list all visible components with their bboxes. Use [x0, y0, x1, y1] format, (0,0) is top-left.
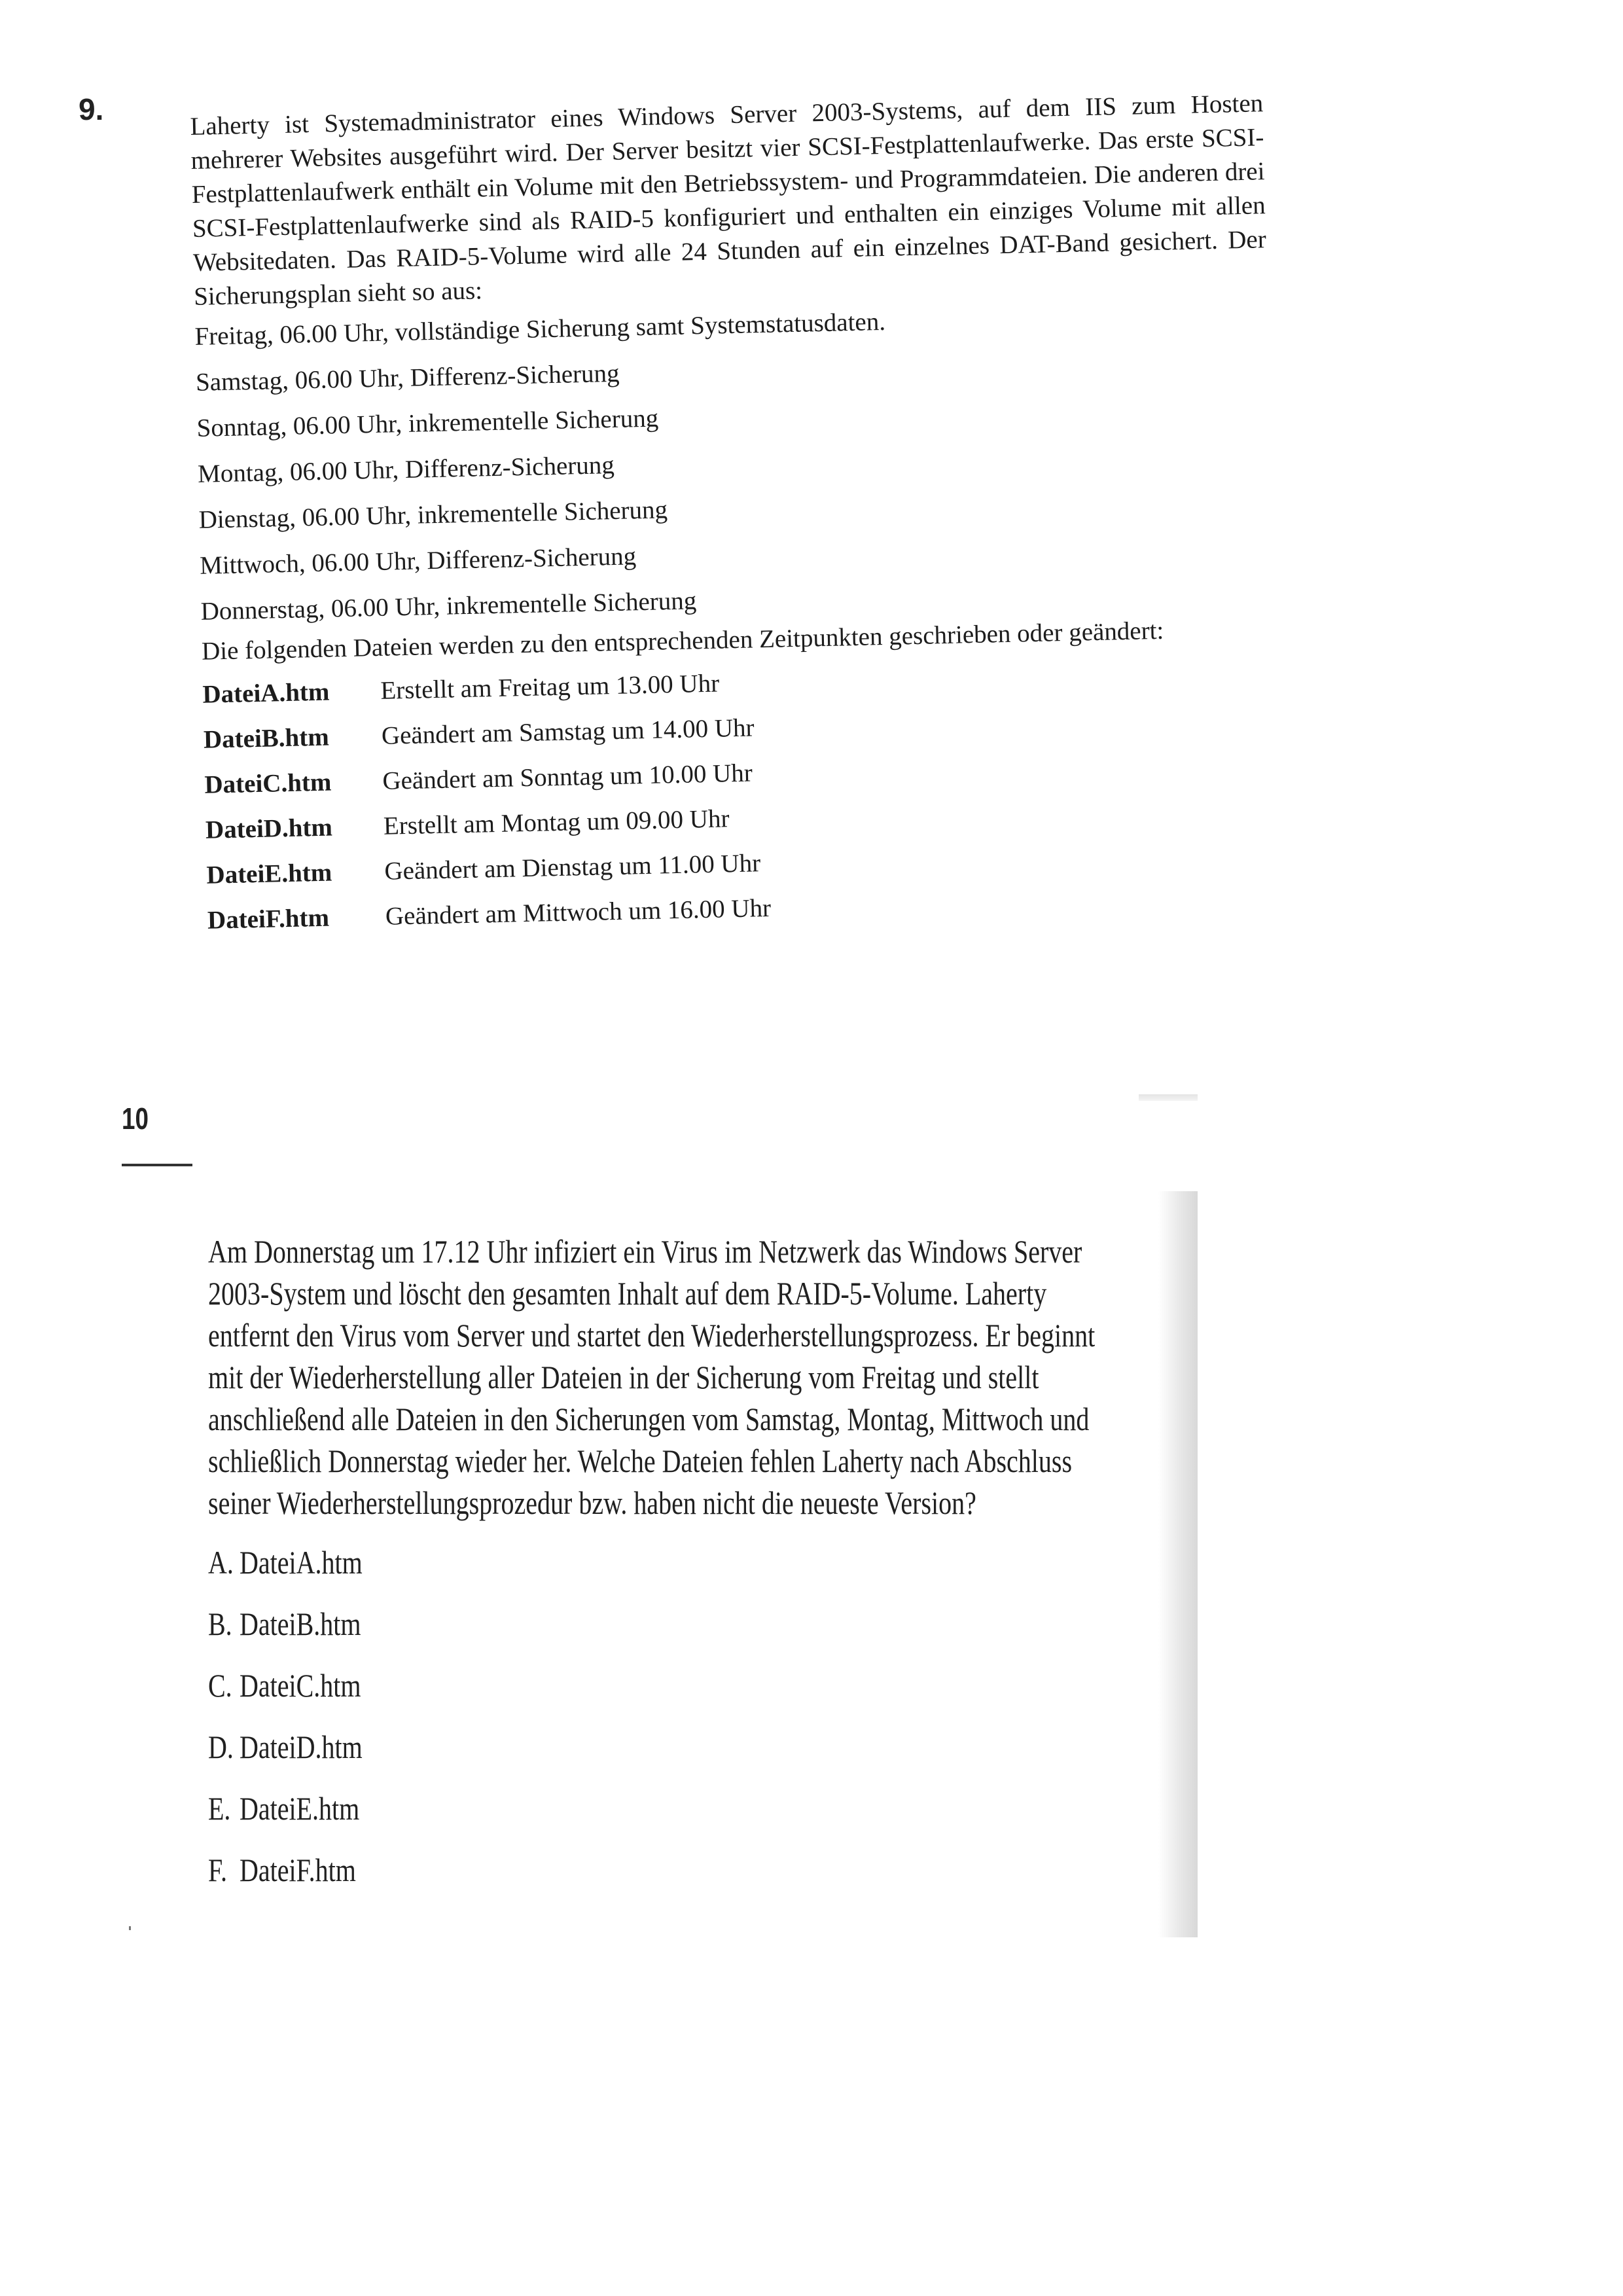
question-10-number: 10	[122, 1102, 149, 1136]
schedule-item: Donnerstag, 06.00 Uhr, inkrementelle Sicherung	[200, 586, 697, 626]
answer-letter: B.	[208, 1605, 232, 1642]
question-10-block	[208, 1230, 1098, 1901]
answer-text: DateiB.htm	[240, 1605, 361, 1642]
file-description: Erstellt am Freitag um 13.00 Uhr	[380, 669, 720, 705]
answer-letter: E.	[208, 1790, 231, 1827]
answer-option-e	[208, 1778, 1098, 1839]
scan-edge-artifact	[1139, 1094, 1198, 1101]
answer-letter: A.	[208, 1544, 234, 1581]
answer-text: DateiA.htm	[240, 1544, 363, 1581]
file-description: Geändert am Mittwoch um 16.00 Uhr	[385, 893, 772, 931]
answer-letter: F.	[208, 1852, 228, 1888]
file-name: DateiC.htm	[204, 768, 332, 799]
answer-letter: D.	[208, 1729, 234, 1765]
file-name: DateiA.htm	[202, 677, 330, 709]
schedule-item: Dienstag, 06.00 Uhr, inkrementelle Sicherung	[198, 495, 668, 534]
scan-shadow-artifact	[1158, 1191, 1198, 1937]
file-description: Geändert am Samstag um 14.00 Uhr	[381, 713, 755, 750]
file-list	[202, 655, 1294, 949]
question-9-block	[190, 86, 1294, 949]
answer-option-b	[208, 1593, 1098, 1655]
file-description: Geändert am Dienstag um 11.00 Uhr	[383, 849, 761, 886]
question-10-underline	[122, 1164, 192, 1166]
answer-text: DateiD.htm	[240, 1729, 363, 1765]
file-name: DateiF.htm	[207, 903, 330, 935]
schedule-item: Montag, 06.00 Uhr, Differenz-Sicherung	[197, 450, 615, 488]
file-description: Erstellt am Montag um 09.00 Uhr	[383, 804, 730, 840]
answer-option-f	[208, 1839, 1098, 1901]
schedule-item: Freitag, 06.00 Uhr, vollständige Sicherung samt Systemstatusdaten.	[194, 307, 886, 351]
answer-letter: C.	[208, 1667, 232, 1704]
answer-option-a	[208, 1532, 1098, 1593]
file-name: DateiE.htm	[206, 858, 332, 889]
question-10-text: Am Donnerstag um 17.12 Uhr infiziert ein Virus im Netzwerk das Windows Server 2003-System und löscht den gesamten Inhalt auf dem RAID-5-Volume. Laherty entfernt den Virus vom Server und startet den Wiederherstellungsprozess. Er beginnt mit der Wiederherstellung aller Dateien in der Sicherung vom Freitag und stellt anschließend alle Dateien in den Sicherungen vom Samstag, Montag, Mittwoch und schließlich Donnerstag wieder her. Welche Dateien fehlen Laherty nach Abschluss seiner Wiederherstellungsprozedur bzw. haben nicht die neueste Version?	[208, 1233, 1096, 1521]
schedule-item: Samstag, 06.00 Uhr, Differenz-Sicherung	[195, 359, 620, 397]
scan-speck-artifact	[129, 1926, 131, 1930]
answer-text: DateiC.htm	[240, 1667, 361, 1704]
backup-schedule-list	[194, 291, 1287, 635]
answer-options	[208, 1532, 1098, 1901]
schedule-item: Sonntag, 06.00 Uhr, inkrementelle Sicherung	[196, 404, 659, 442]
question-9-number: 9.	[79, 92, 104, 126]
answer-option-d	[208, 1716, 1098, 1778]
question-9-intro: Laherty ist Systemadministrator eines Windows Server 2003-Systems, auf dem IIS zum Hosten mehrerer Websites ausgeführt wird. Der Server besitzt vier SCSI-Festplattenlaufwerke. Das erste SCSI-Festplattenlaufwerk enthält ein Volume mit den Betriebssystem- und Programmdateien. Die anderen drei SCSI-Festplattenlaufwerke sind als RAID-5 konfiguriert und enthalten ein einziges Volume mit allen Websitedaten. Das RAID-5-Volume wird alle 24 Stunden auf ein einzelnes DAT-Band gesichert. Der Sicherungsplan sieht so aus:	[190, 89, 1267, 311]
answer-text: DateiF.htm	[240, 1852, 356, 1888]
files-intro: Die folgenden Dateien werden zu den entsprechenden Zeitpunkten geschrieben oder geändert:	[201, 616, 1164, 666]
answer-option-c	[208, 1655, 1098, 1716]
file-name: DateiB.htm	[203, 723, 330, 754]
answer-text: DateiE.htm	[240, 1790, 360, 1827]
file-description: Geändert am Sonntag um 10.00 Uhr	[382, 759, 753, 795]
file-name: DateiD.htm	[205, 813, 333, 844]
schedule-item: Mittwoch, 06.00 Uhr, Differenz-Sicherung	[199, 542, 637, 580]
